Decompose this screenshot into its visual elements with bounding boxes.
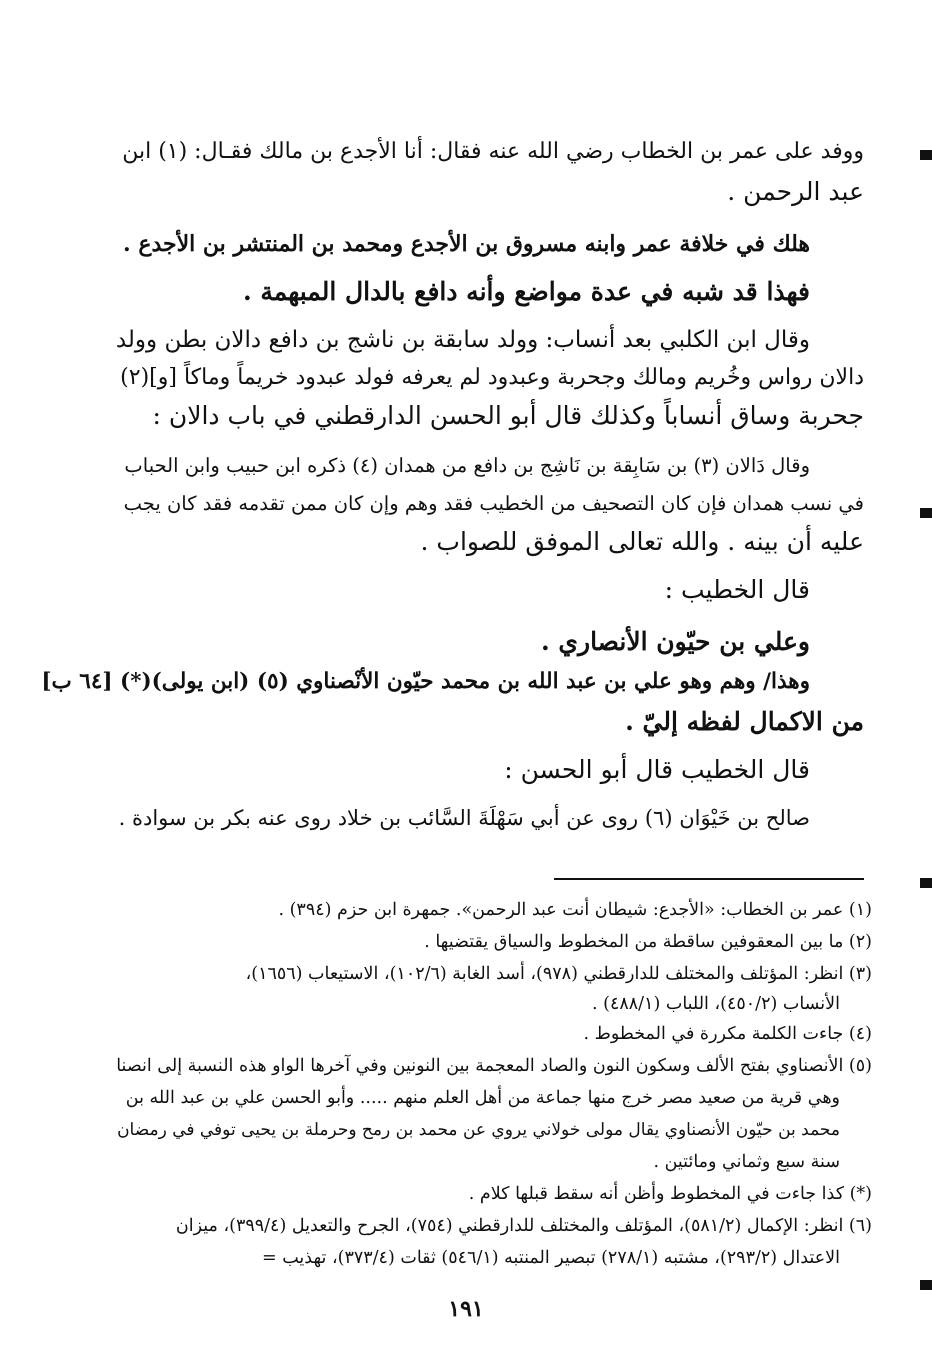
body-line: وقال ابن الكلبي بعد أنساب: وولد سابقة بن ناشج بن دافع دالان بطن وولد <box>115 327 810 353</box>
footnote-line: (٢) ما بين المعقوفين ساقطة من المخطوط والسياق يقتضيها . <box>424 932 872 952</box>
footnote-line: وهي قرية من صعيد مصر خرج منها جماعة من أهل العلم منهم ..... وأبو الحسن علي بن عبد الله بن <box>125 1088 840 1108</box>
body-line: قال الخطيب : <box>664 575 810 604</box>
body-line: وهذا/ وهم وهو علي بن عبد الله بن محمد حيّون الأنْصناوي (٥) (ابن يولى)(*) [٦٤ ب] <box>41 669 810 694</box>
body-line: وقال دَالان (٣) بن سَابِقة بن نَاشِج بن دافع من همدان (٤) ذكره ابن حبيب وابن الحباب <box>124 454 810 477</box>
footnote-line: (٤) جاءت الكلمة مكررة في المخطوط . <box>583 1024 872 1044</box>
footnote-line: الاعتدال (٢٩٣/٢)، مشتبه (٢٧٨/١) تبصير المنتبه (٥٤٦/١) ثقات (٣٧٣/٤)، تهذيب = <box>262 1248 840 1268</box>
footnote-line: (٣) انظر: المؤتلف والمختلف للدارقطني (٩٧٨)، أسد الغابة (١٠٢/٦)، الاستيعاب (١٦٥٦)، <box>245 964 872 984</box>
footnote-line: سنة سبع وثماني ومائتين . <box>653 1152 840 1172</box>
footnote-separator <box>554 878 864 880</box>
body-line: ووفد على عمر بن الخطاب رضي الله عنه فقال: أنا الأجدع بن مالك فقـال: (١) ابن <box>122 139 864 164</box>
body-line: جحربة وساق أنساباً وكذلك قال أبو الحسن الدارقطني في باب دالان : <box>152 401 864 430</box>
footnote-line: محمد بن حيّون الأنصناوي يقال مولى خولاني يروي عن محمد بن رمح وحرملة بن يحيى توفي في رمضان <box>117 1120 840 1140</box>
footnote-line: (١) عمر بن الخطاب: «الأجدع: شيطان أنت عبد الرحمن». جمهرة ابن حزم (٣٩٤) . <box>278 900 872 920</box>
footnote-line: الأنساب (٤٥٠/٢)، اللباب (٤٨٨/١) . <box>592 994 840 1014</box>
body-line: من الاكمال لفظه إليّ . <box>625 707 864 736</box>
footnote-line: (٥) الأنصناوي بفتح الألف وسكون النون والصاد المعجمة بين النونين وفي آخرها الواو هذه النسبة إلى انصنا <box>116 1056 872 1076</box>
body-line: دالان رواس وخُريم ومالك وجحربة وعبدود لم يعرفه فولد عبدود خريماً وماكاً [و](٢) <box>120 365 864 390</box>
margin-mark <box>920 150 932 160</box>
margin-mark <box>920 1280 932 1290</box>
body-line: هلك في خلافة عمر وابنه مسروق بن الأجدع ومحمد بن المنتشر بن الأجدع . <box>123 231 810 257</box>
body-line: عليه أن بينه . والله تعالى الموفق للصواب . <box>420 527 864 556</box>
body-line: فهذا قد شبه في عدة مواضع وأنه دافع بالدال المبهمة . <box>242 277 810 306</box>
body-line: صالح بن خَيْوَان (٦) روى عن أبي سَهْلَةَ السَّائب بن خلاد روى عنه بكر بن سوادة . <box>118 806 810 830</box>
body-line: في نسب همدان فإن كان التصحيف من الخطيب فقد وهم وإن كان ممن تقدمه فقد كان يجب <box>123 492 864 515</box>
body-line: قال الخطيب قال أبو الحسن : <box>504 755 810 784</box>
body-line: وعلي بن حيّون الأنصاري . <box>541 627 810 656</box>
margin-mark <box>920 508 932 518</box>
footnote-line: (٦) انظر: الإكمال (٥٨١/٢)، المؤتلف والمختلف للدارقطني (٧٥٤)، الجرح والتعديل (٣٩٩/٤)، ميزان <box>175 1216 872 1236</box>
body-line: عبد الرحمن . <box>727 177 864 206</box>
margin-mark <box>920 878 932 888</box>
footnote-line: (*) كذا جاءت في المخطوط وأظن أنه سقط قبلها كلام . <box>468 1184 872 1204</box>
page-number: ١٩١ <box>448 1296 484 1322</box>
